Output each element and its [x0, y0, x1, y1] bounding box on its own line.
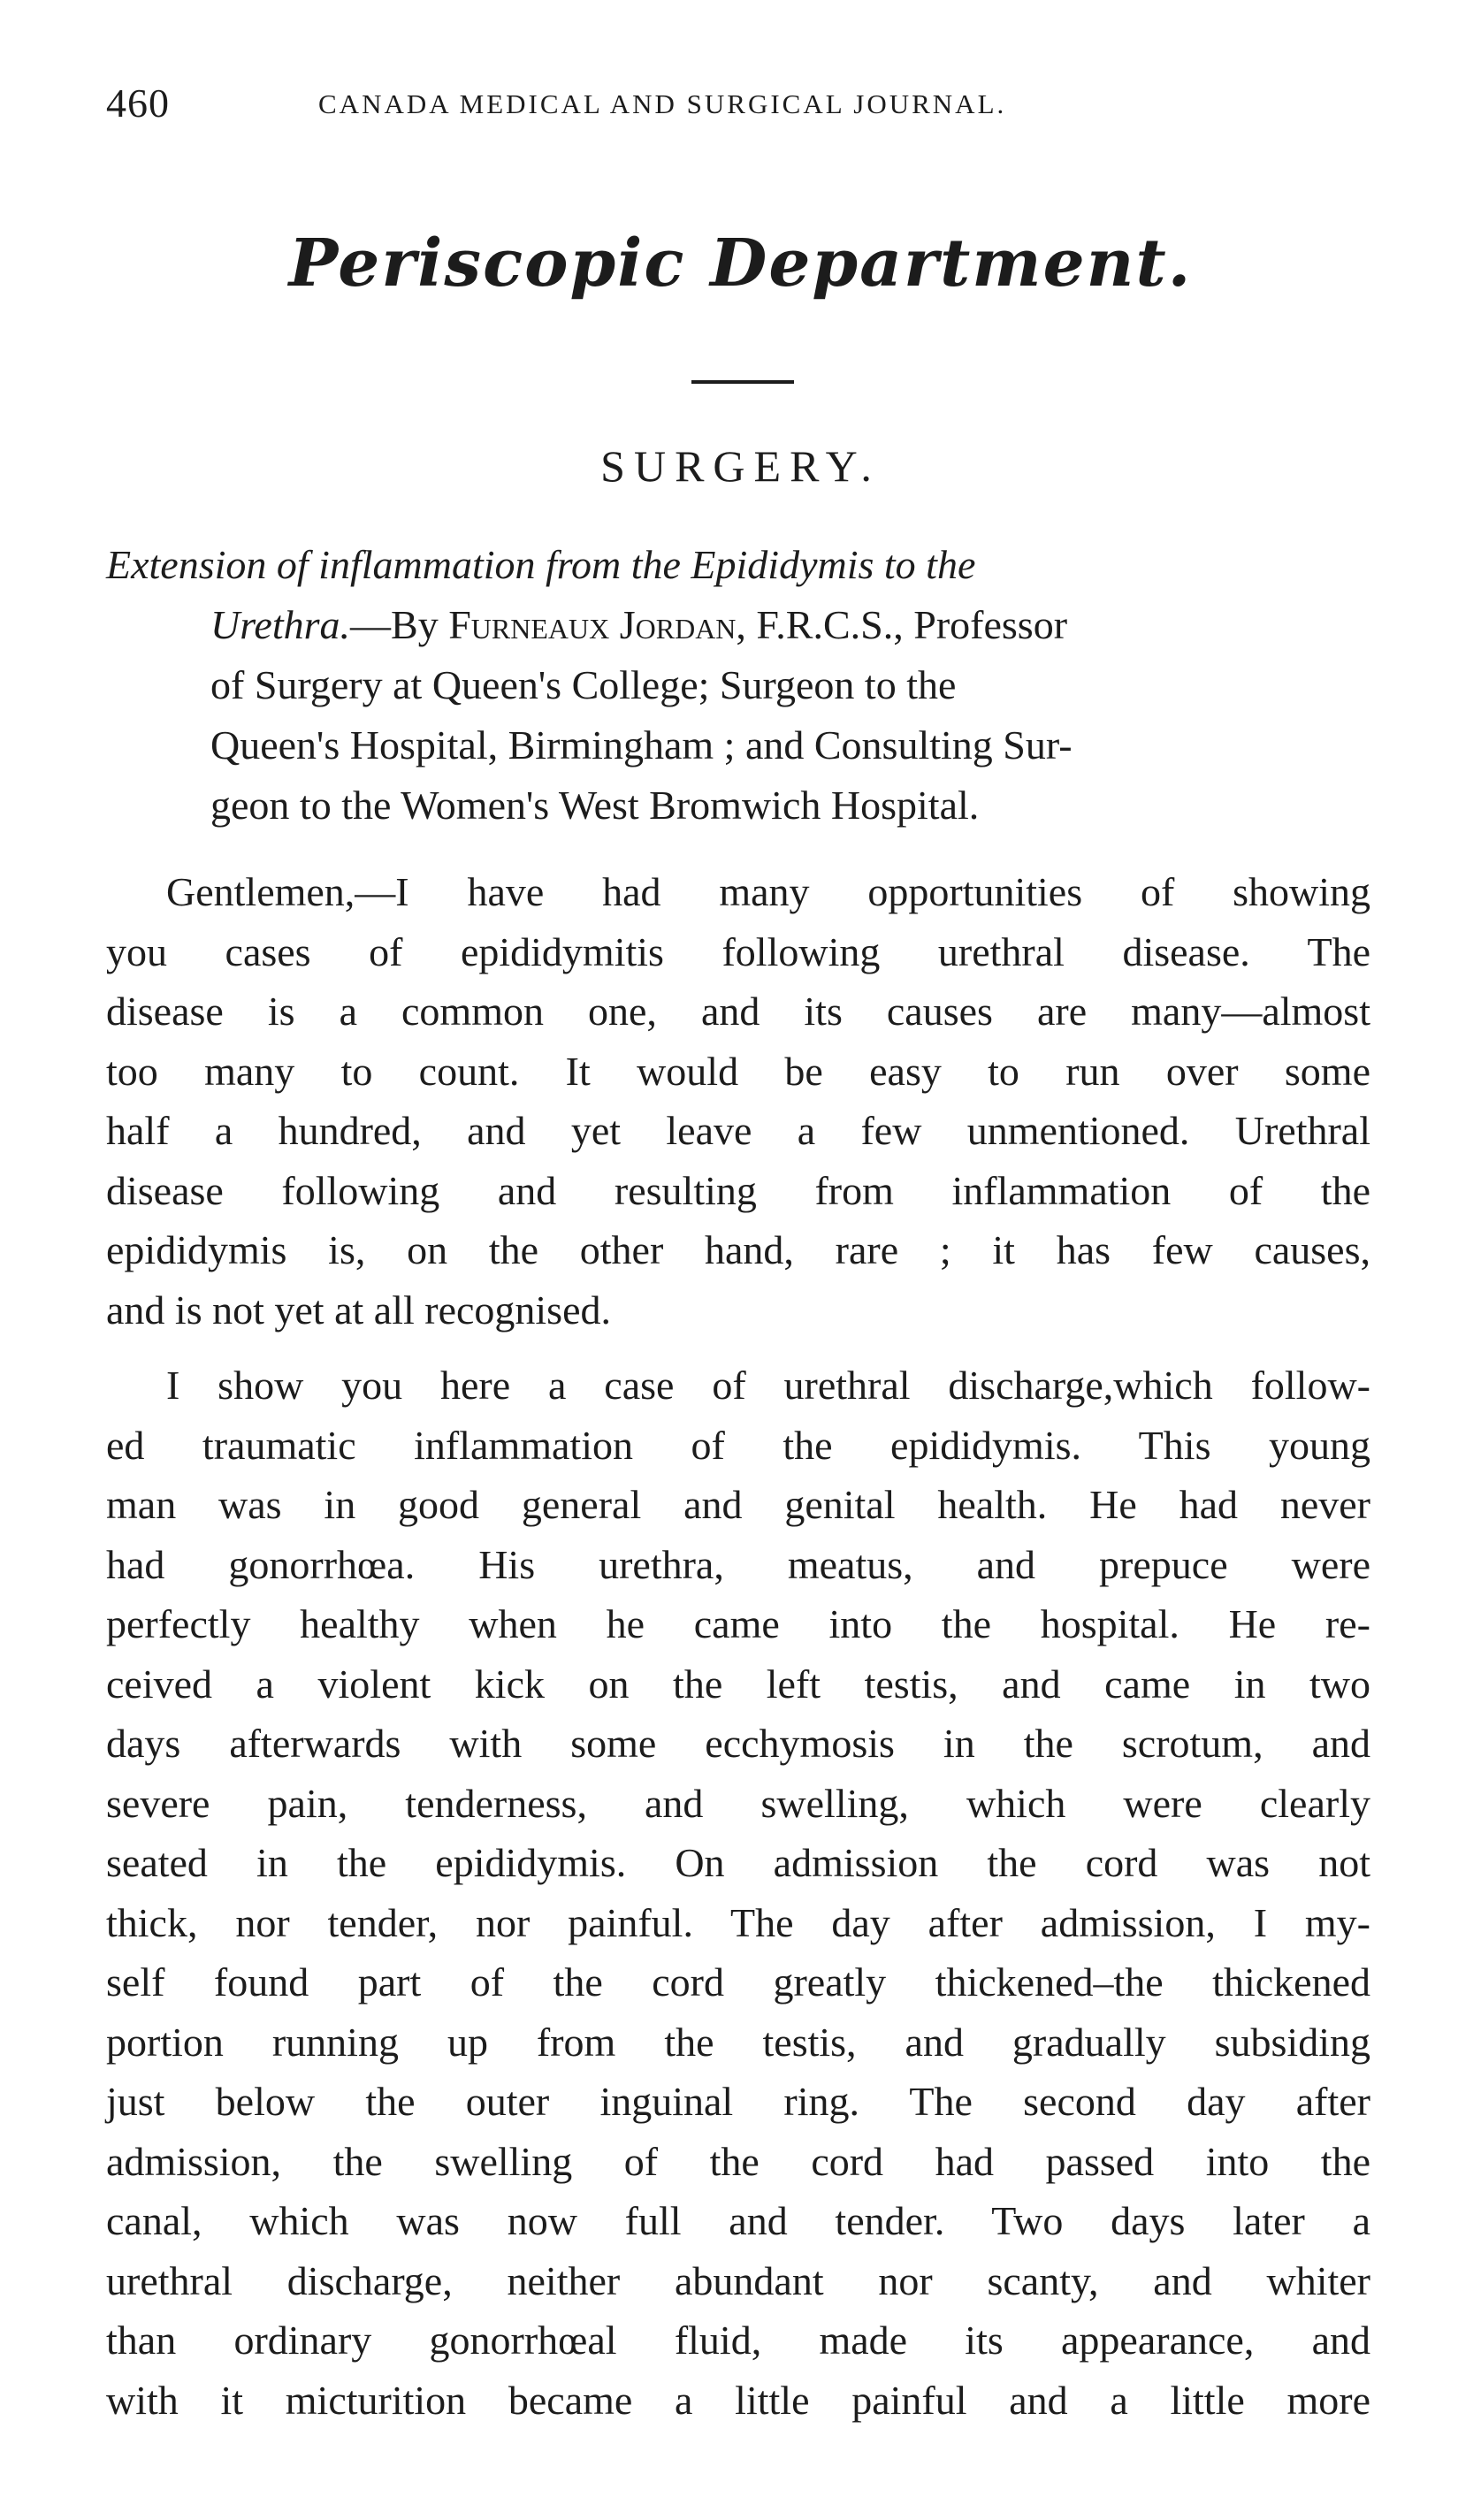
text-line: Gentlemen,—I have had many opportunities of showing	[166, 869, 1370, 914]
text-line: severe pain, tenderness, and swelling, which were clearly	[106, 1780, 1370, 1826]
text-line: than ordinary gonorrhœal fluid, made its appearance, and	[106, 2318, 1370, 2363]
text-line: you cases of epididymitis following urethral disease. The	[106, 928, 1370, 974]
article-title-continued: Urethra.	[210, 602, 351, 647]
byline-by: —By	[350, 602, 449, 647]
article-title-line	[106, 535, 1370, 595]
text-line: man was in good general and genital health. He had never	[106, 1482, 1370, 1527]
text-line: with it micturition became a little painful and a little more	[106, 2377, 1370, 2423]
author-affiliation: of Surgery at Queen's College; Surgeon to the	[210, 662, 957, 707]
text-line: admission, the swelling of the cord had passed into the	[106, 2138, 1370, 2184]
page-number: 460	[106, 80, 170, 126]
text-line: and is not yet at all recognised.	[106, 1287, 612, 1333]
text-line: ed traumatic inflammation of the epididymis. This young	[106, 1422, 1370, 1468]
text-line: seated in the epididymis. On admission the cord was not	[106, 1840, 1370, 1885]
author-name: Furneaux Jordan	[448, 602, 737, 647]
text-line: half a hundred, and yet leave a few unmentioned. Urethral	[106, 1108, 1370, 1153]
article-byline-line	[106, 595, 1370, 655]
text-line: portion running up from the testis, and gradually subsiding	[106, 2019, 1370, 2065]
text-line: urethral discharge, neither abundant nor scanty, and whiter	[106, 2257, 1370, 2303]
author-affiliation: Queen's Hospital, Birmingham ; and Consulting Sur-	[210, 722, 1073, 767]
author-credentials: , F.R.C.S., Professor	[736, 602, 1068, 647]
paragraph-1	[106, 862, 1370, 1340]
text-line: perfectly healthy when he came into the hospital. He re-	[106, 1601, 1370, 1646]
running-head	[106, 80, 1379, 133]
text-line: days afterwards with some ecchymosis in the scrotum, and	[106, 1721, 1370, 1766]
department-title: Periscopic Department.	[288, 225, 1193, 302]
article-title: Extension of inflammation from the Epididymis to the	[106, 542, 976, 587]
paragraph-2	[106, 1355, 1370, 2430]
article-heading	[106, 535, 1370, 836]
text-line: had gonorrhœa. His urethra, meatus, and prepuce were	[106, 1541, 1370, 1587]
text-line: ceived a violent kick on the left testis, and came in two	[106, 1661, 1370, 1707]
author-affiliation: geon to the Women's West Bromwich Hospital.	[210, 783, 980, 828]
text-line: disease following and resulting from inflammation of the	[106, 1167, 1370, 1213]
section-title: SURGERY.	[600, 441, 881, 491]
text-line: too many to count. It would be easy to run over some	[106, 1048, 1370, 1094]
text-line: just below the outer inguinal ring. The second day after	[106, 2079, 1370, 2124]
text-line: I show you here a case of urethral discharge,which follow-	[166, 1363, 1370, 1408]
journal-title: CANADA MEDICAL AND SURGICAL JOURNAL.	[318, 88, 1007, 119]
text-line: canal, which was now full and tender. Two days later a	[106, 2198, 1370, 2243]
title-rule	[691, 380, 794, 384]
text-line: self found part of the cord greatly thickened–the thickened	[106, 1959, 1370, 2005]
text-line: disease is a common one, and its causes are many—almost	[106, 989, 1370, 1034]
text-line: thick, nor tender, nor painful. The day after admission, I my-	[106, 1899, 1370, 1945]
text-line: epididymis is, on the other hand, rare ; it has few causes,	[106, 1227, 1370, 1272]
